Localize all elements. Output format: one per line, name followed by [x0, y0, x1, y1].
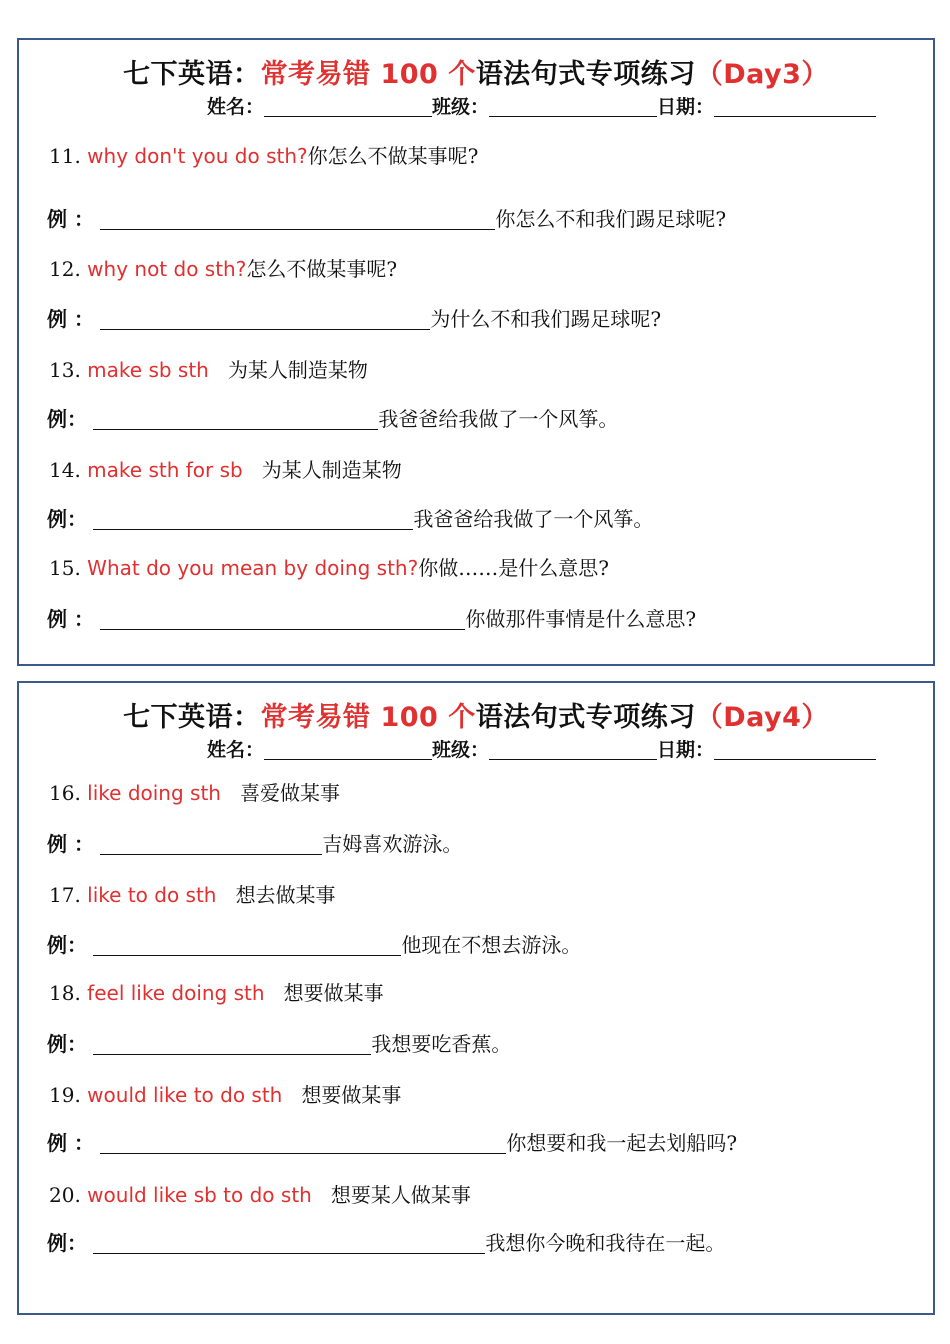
- worksheet-title: 七下英语：常考易错 100 个语法句式专项练习（Day4）: [123, 702, 829, 733]
- answer-blank[interactable]: [93, 1233, 485, 1254]
- example-line: 例 ： 你怎么不和我们踢足球呢?: [47, 207, 727, 231]
- answer-blank[interactable]: [100, 609, 465, 630]
- example-line: 例： 我想要吃香蕉。: [47, 1032, 512, 1056]
- date-label: 日期：: [657, 739, 715, 761]
- answer-blank[interactable]: [100, 309, 430, 330]
- grammar-item: 15. What do you mean by doing sth?你做……是什么意思?: [49, 556, 609, 580]
- answer-blank[interactable]: [100, 834, 322, 855]
- example-line: 例： 我爸爸给我做了一个风筝。: [47, 507, 654, 531]
- worksheet-day4: [17, 681, 935, 1315]
- name-field[interactable]: [264, 97, 432, 117]
- grammar-item: 13. make sb sth 为某人制造某物: [49, 358, 368, 382]
- example-line: 例 ： 你想要和我一起去划船吗?: [47, 1131, 738, 1155]
- answer-blank[interactable]: [100, 209, 495, 230]
- answer-blank[interactable]: [93, 509, 413, 530]
- class-label: 班级：: [432, 739, 490, 761]
- grammar-item: 17. like to do sth 想去做某事: [49, 883, 336, 907]
- grammar-item: 14. make sth for sb 为某人制造某物: [49, 458, 402, 482]
- grammar-item: 16. like doing sth 喜爱做某事: [49, 781, 341, 805]
- example-line: 例： 他现在不想去游泳。: [47, 933, 582, 957]
- example-line: 例 ： 吉姆喜欢游泳。: [47, 832, 463, 856]
- class-field[interactable]: [489, 740, 657, 760]
- student-info-line: [207, 735, 876, 762]
- worksheet-title: 七下英语：常考易错 100 个语法句式专项练习（Day3）: [123, 59, 829, 90]
- grammar-item: 19. would like to do sth 想要做某事: [49, 1083, 402, 1107]
- example-line: 例： 我想你今晚和我待在一起。: [47, 1231, 726, 1255]
- answer-blank[interactable]: [93, 935, 401, 956]
- example-line: 例 ： 你做那件事情是什么意思?: [47, 607, 697, 631]
- date-field[interactable]: [714, 97, 876, 117]
- grammar-item: 20. would like sb to do sth 想要某人做某事: [49, 1183, 471, 1207]
- student-info-line: [207, 92, 876, 119]
- example-line: 例 ： 为什么不和我们踢足球呢?: [47, 307, 662, 331]
- worksheet-day3: [17, 38, 935, 666]
- answer-blank[interactable]: [93, 409, 378, 430]
- date-label: 日期：: [657, 96, 715, 118]
- example-line: 例： 我爸爸给我做了一个风筝。: [47, 407, 619, 431]
- class-label: 班级：: [432, 96, 490, 118]
- name-label: 姓名：: [207, 96, 265, 118]
- date-field[interactable]: [714, 740, 876, 760]
- grammar-item: 18. feel like doing sth 想要做某事: [49, 981, 384, 1005]
- grammar-item: 11. why don't you do sth?你怎么不做某事呢?: [49, 144, 479, 168]
- answer-blank[interactable]: [100, 1133, 506, 1154]
- class-field[interactable]: [489, 97, 657, 117]
- name-field[interactable]: [264, 740, 432, 760]
- name-label: 姓名：: [207, 739, 265, 761]
- grammar-item: 12. why not do sth?怎么不做某事呢?: [49, 257, 398, 281]
- answer-blank[interactable]: [93, 1034, 371, 1055]
